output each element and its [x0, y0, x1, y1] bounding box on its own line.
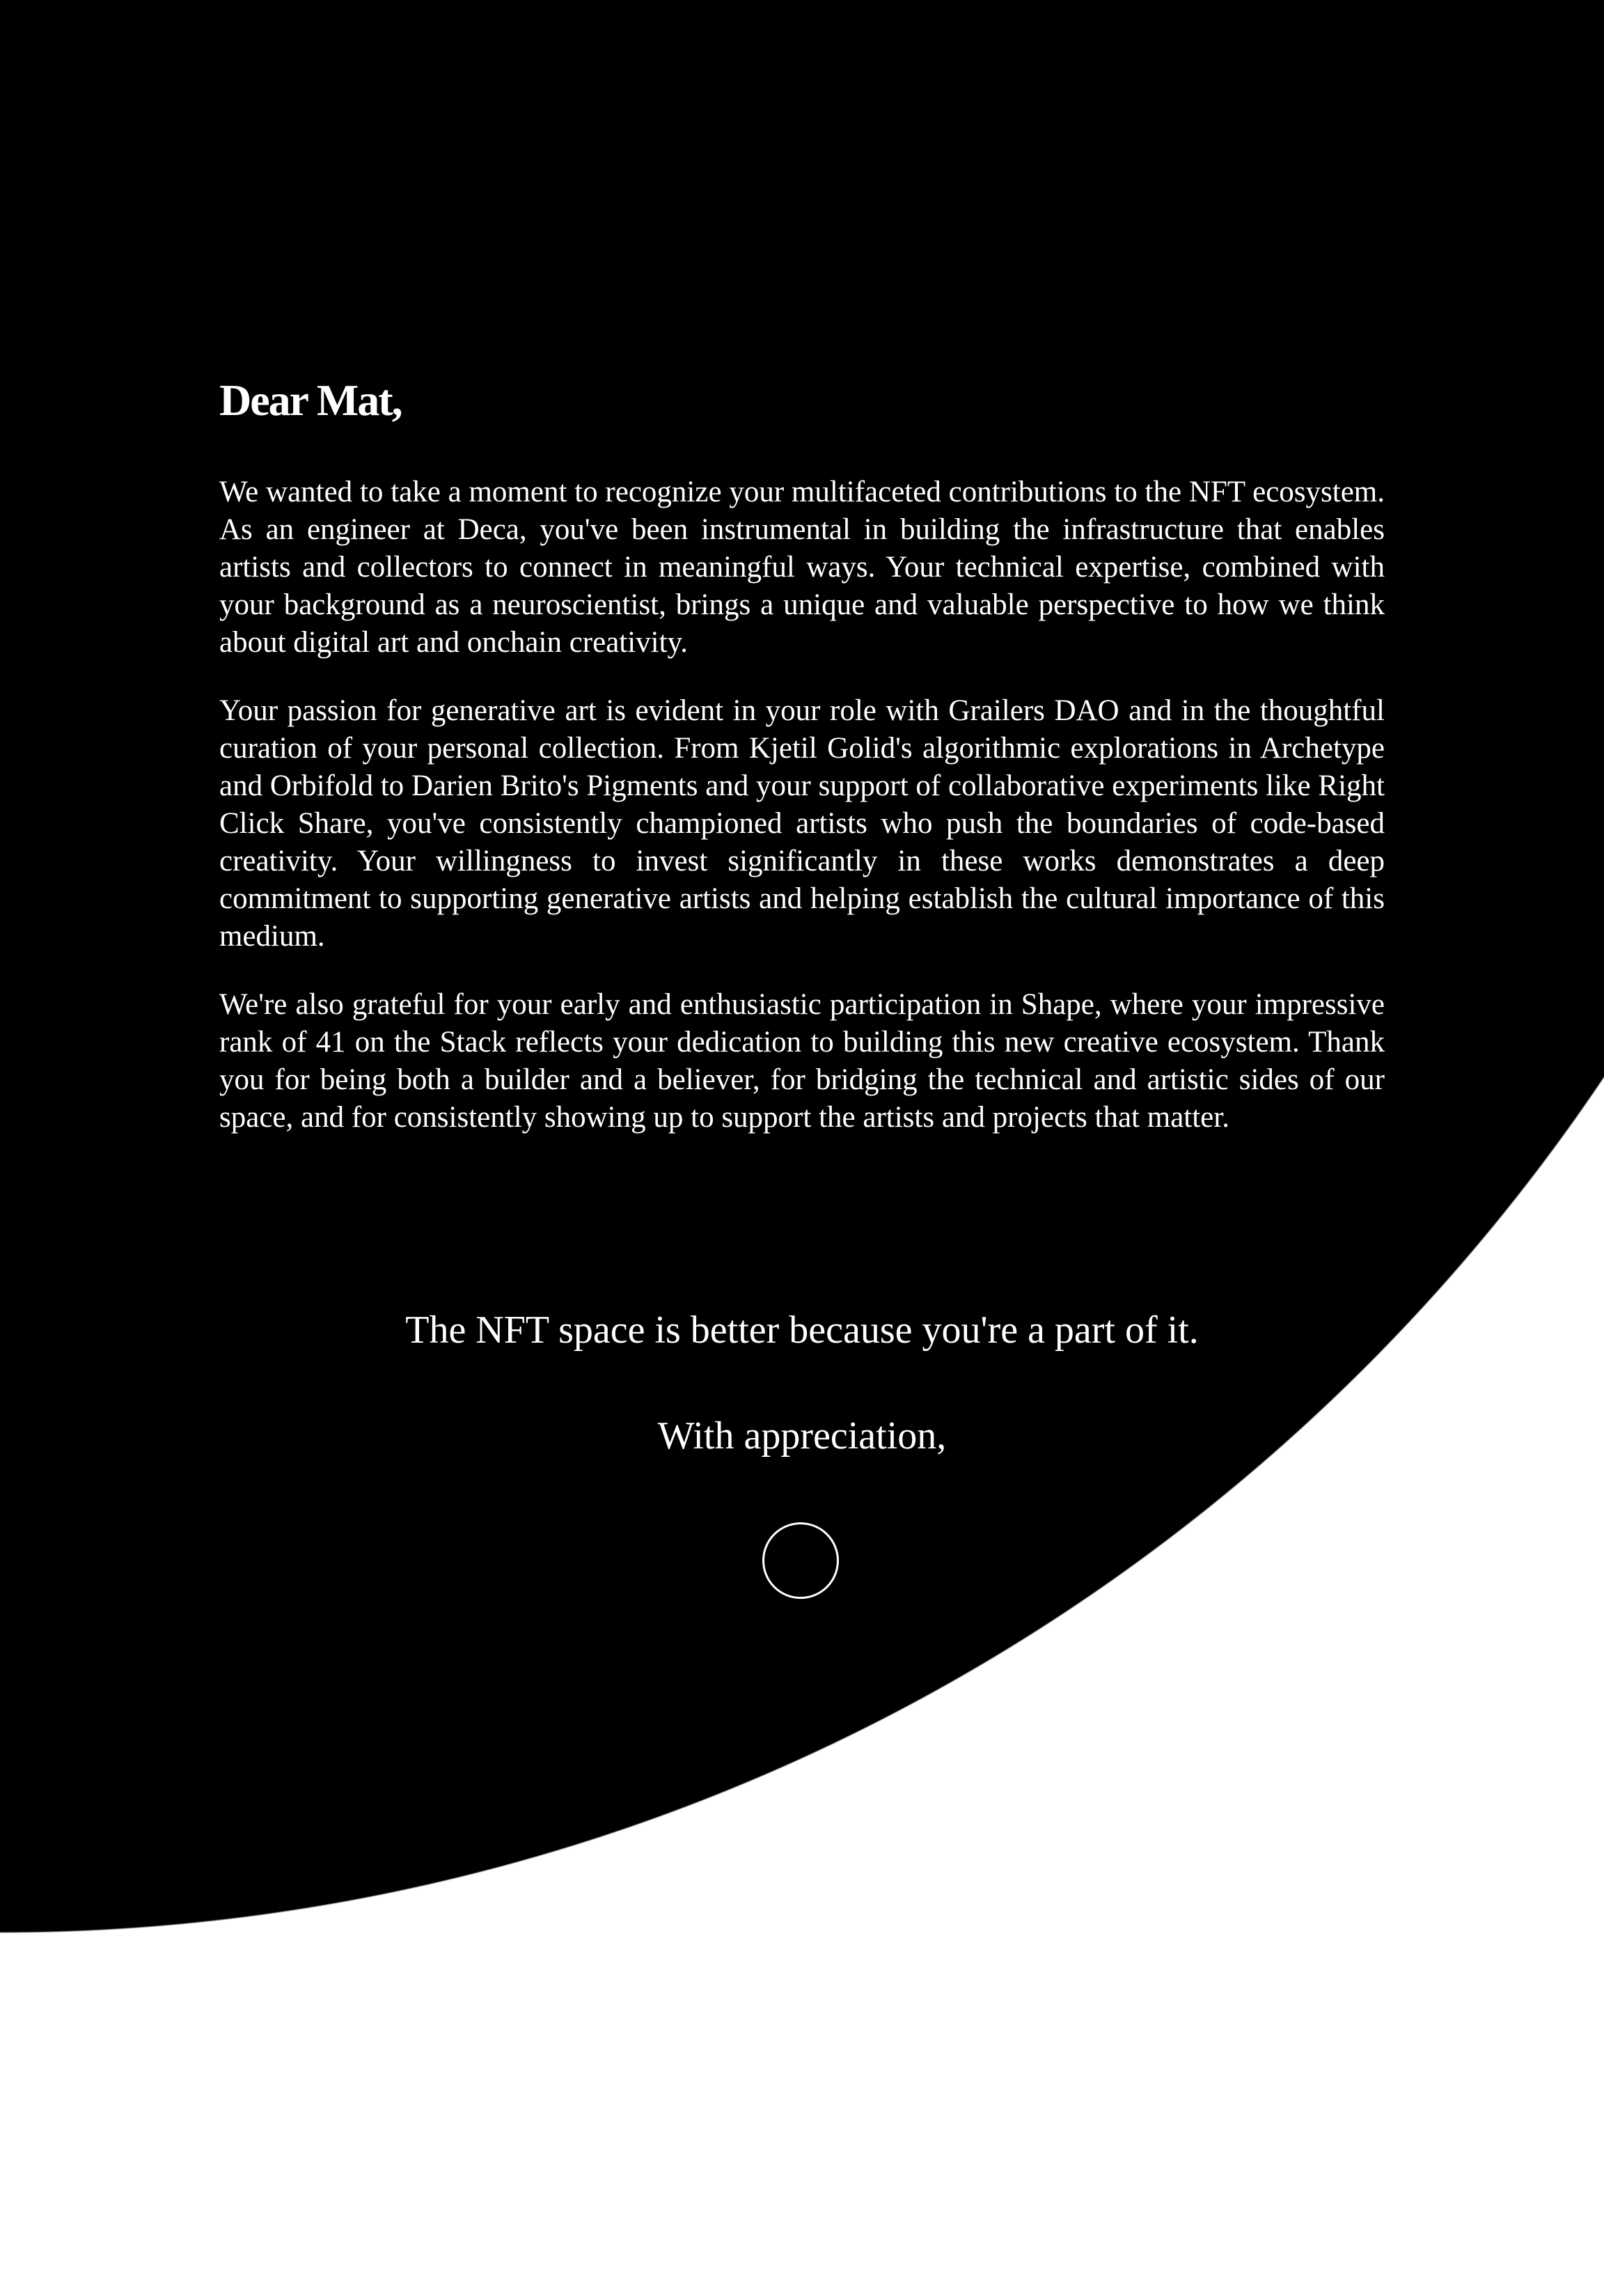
paragraph-1: We wanted to take a moment to recognize your multifaceted contributions to the NFT ecosystem. As an engineer at Deca, you've been instrumental in building the infrastructure that enables artists and collectors to connect in meaningful ways. Your technical expertise, combined with your background as a neuroscientist, brings a unique and valuable perspective to how we think about digital art and onchain creativity. [219, 476, 1385, 659]
paragraph-3: We're also grateful for your early and enthusiastic participation in Shape, where your impressive rank of 41 on the Stack reflects your dedication to building this new creative ecosystem. Thank you for being both a builder and a believer, for bridging the technical and artistic sides of our space, and for consistently showing up to support the artists and projects that matter. [219, 988, 1385, 1134]
greeting: Dear Mat, [219, 375, 402, 425]
circle-icon [762, 1522, 839, 1599]
paragraph-2: Your passion for generative art is evident in your role with Grailers DAO and in the thoughtful curation of your personal collection. From Kjetil Golid's algorithmic explorations in Archetype and Orbifold to Darien Brito's Pigments and your support of collaborative experiments like Right Click Share, you've consistently championed artists who push the boundaries of code-based creativity. Your willingness to invest significantly in these works demonstrates a deep commitment to supporting generative artists and helping establish the cultural importance of this medium. [219, 694, 1385, 953]
signoff: With appreciation, [657, 1414, 947, 1458]
letter-body [219, 369, 1385, 1167]
tagline: The NFT space is better because you're a part of it. [405, 1309, 1199, 1352]
